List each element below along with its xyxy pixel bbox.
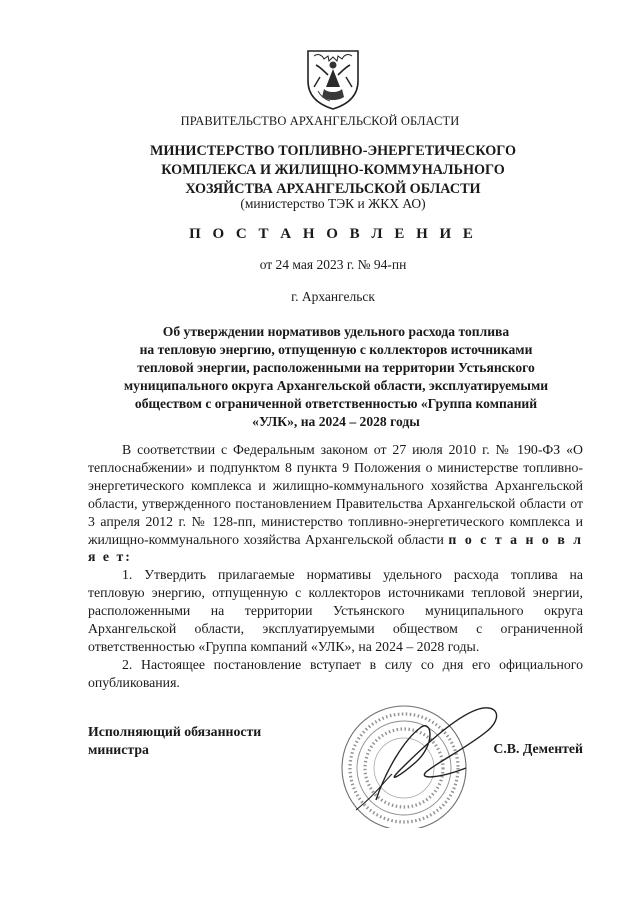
arkhangelsk-coat-of-arms-icon (300, 47, 366, 111)
document-city: г. Архангельск (291, 289, 375, 304)
government-name: ПРАВИТЕЛЬСТВО АРХАНГЕЛЬСКОЙ ОБЛАСТИ (180, 114, 460, 128)
preamble-text: В соответствии с Федеральным законом от 27 июля 2010 г. № 190-ФЗ «О теплоснабжении» и подпунктом 8 пункта 9 Положения о министерстве топливно-энергетического комплекса и жилищно-коммунального хозяйства Архангельской области, утвержденного постановлением Правительства Архангельской области от 3 апреля 2012 г. № 128-пп, министерство топливно-энергетического комплекса и жилищно-коммунального хозяйства Архангельской области (88, 442, 583, 547)
official-round-stamp-icon (316, 688, 516, 828)
signatory-name: С.В. Дементей (493, 741, 583, 756)
position-line: министра (88, 742, 149, 757)
signatory-position (88, 723, 261, 759)
title-line: на тепловую энергию, отпущенную с коллекторов источниками (139, 342, 533, 357)
item-2-paragraph: 2. Настоящее постановление вступает в силу со дня его официального опубликования. (88, 656, 583, 690)
document-date-number: от 24 мая 2023 г. № 94-пн (259, 257, 407, 272)
ministry-line: КОМПЛЕКСА И ЖИЛИЩНО-КОММУНАЛЬНОГО (161, 162, 505, 178)
decree-word: п о с т а н о в л я е т (88, 531, 583, 565)
title-line: тепловой энергии, расположенными на территории Устьянского (137, 360, 535, 375)
document-body (88, 441, 583, 692)
document-title (86, 323, 586, 431)
preamble-paragraph (88, 441, 583, 566)
title-line: Об утверждении нормативов удельного расхода топлива (162, 324, 510, 339)
ministry-short-name: (министерство ТЭК и ЖКХ АО) (240, 196, 426, 211)
title-line: «УЛК», на 2024 – 2028 годы (252, 414, 420, 429)
ministry-line: МИНИСТЕРСТВО ТОПЛИВНО-ЭНЕРГЕТИЧЕСКОГО (149, 143, 517, 159)
title-line: муниципального округа Архангельской области, эксплуатируемыми (123, 378, 549, 393)
title-line: обществом с ограниченной ответственностью «Группа компаний (134, 396, 538, 411)
document-type: П О С Т А Н О В Л Е Н И Е (189, 226, 477, 242)
position-line: Исполняющий обязанности (88, 724, 262, 739)
ministry-name (80, 142, 586, 199)
ministry-line: ХОЗЯЙСТВА АРХАНГЕЛЬСКОЙ ОБЛАСТИ (185, 181, 481, 197)
item-1-paragraph: 1. Утвердить прилагаемые нормативы удельного расхода топлива на тепловую энергию, отпущенную с коллекторов источниками тепловой энергии, расположенными на территории Устьянского муниципального округа Архангельской области, эксплуатируемыми обществом с ограниченной ответственностью «Группа компаний «УЛК», на 2024 – 2028 годы. (88, 567, 583, 654)
decree-colon: : (125, 549, 130, 565)
